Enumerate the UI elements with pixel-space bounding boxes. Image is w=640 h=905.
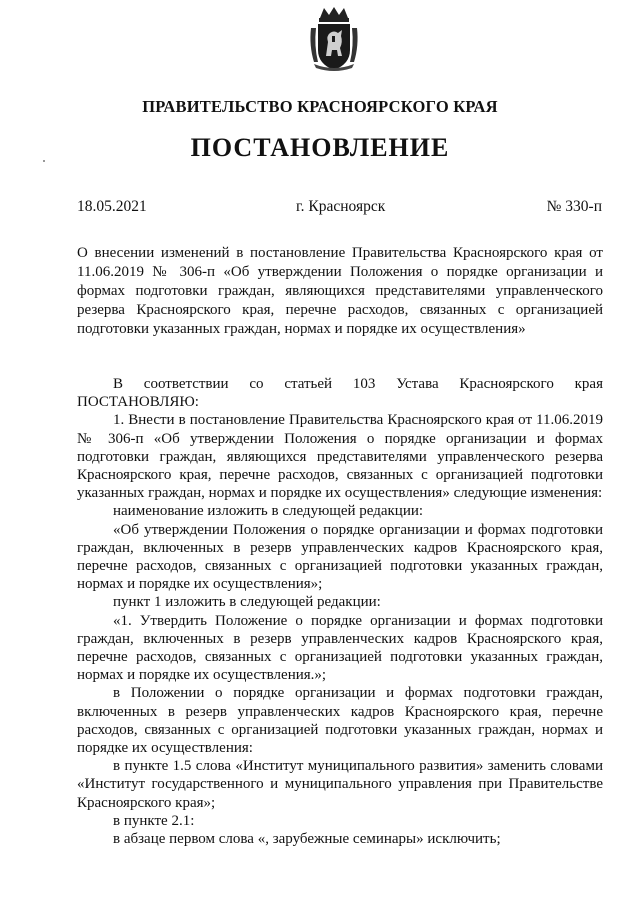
paragraph-quote: «1. Утвердить Положение о порядке организации и формах подготовки граждан, включенных в резерв управленческих кадров Красноярского края, перечне расходов, связанных с организацией подготовки указанных граждан, нормах и порядке их осуществления.»; [77, 612, 603, 684]
paragraph: в пункте 2.1: [113, 812, 195, 829]
paragraph: наименование изложить в следующей редакции: [113, 503, 424, 520]
document-subject: О внесении изменений в постановление Правительства Красноярского края от 11.06.2019 № 306-п «Об утверждении Положения о порядке организации и формах подготовки граждан, являющихся представителями управленческого резерва Красноярского края, перечне расходов, связанных с организацией подготовки указанных граждан, нормах и порядке их осуществления» [77, 245, 603, 337]
paragraph-item-1: 1. Внести в постановление Правительства Красноярского края от 11.06.2019 № 306-п «Об утверждении Положения о порядке организации и формах подготовки граждан, являющихся представителями управленческого резерва Красноярского края, перечне расходов, связанных с организацией подготовки указанных граждан, нормах и порядке их осуществления» следующие изменения: [77, 412, 603, 502]
document-body [77, 375, 603, 848]
paragraph: в абзаце первом слова «, зарубежные семинары» исключить; [113, 831, 501, 848]
document-city: г. Красноярск [296, 198, 386, 215]
document-type: ПОСТАНОВЛЕНИЕ [190, 133, 450, 162]
coat-of-arms-icon [308, 6, 360, 72]
document-date: 18.05.2021 [77, 198, 147, 215]
paragraph: в пункте 1.5 слова «Институт муниципального развития» заменить словами «Институт государственного и муниципального управления при Правительстве Красноярского края»; [77, 758, 603, 811]
document-number: № 330-п [546, 198, 602, 215]
paragraph: в Положении о порядке организации и формах подготовки граждан, включенных в резерв управленческих кадров Красноярского края, перечне расходов, связанных с организацией подготовки указанных граждан, нормах и порядке их осуществления: [77, 685, 603, 757]
government-name: ПРАВИТЕЛЬСТВО КРАСНОЯРСКОГО КРАЯ [142, 97, 498, 116]
paragraph: пункт 1 изложить в следующей редакции: [113, 594, 381, 611]
paragraph-preamble: В соответствии со статьей 103 Устава Красноярского края ПОСТАНОВЛЯЮ: [77, 376, 603, 411]
paragraph-quote: «Об утверждении Положения о порядке организации и формах подготовки граждан, включенных в резерв управленческих кадров Красноярского края, перечне расходов, связанных с организацией подготовки указанных граждан, нормах и порядке их осуществления»; [77, 521, 603, 593]
